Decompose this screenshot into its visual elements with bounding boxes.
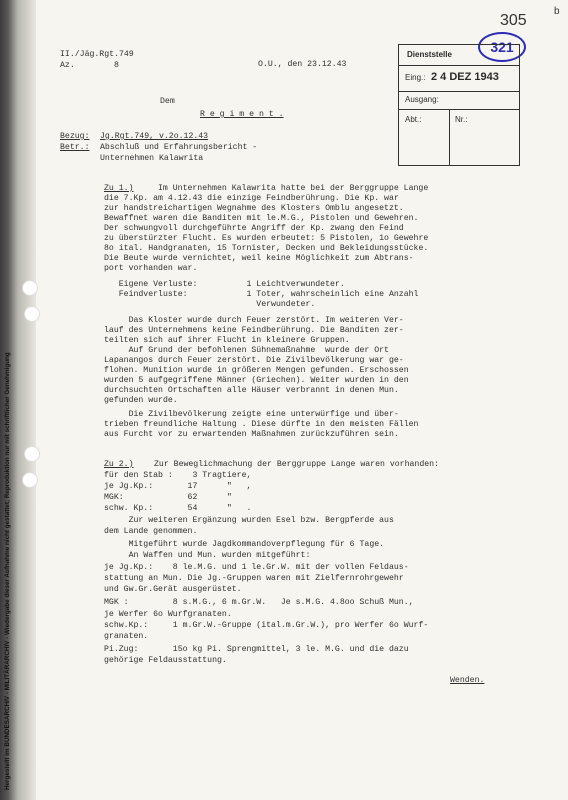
losses-own: Eigene Verluste: 1 Leichtverwundeter. bbox=[104, 280, 345, 289]
corner-mark: b bbox=[554, 6, 560, 17]
section1-line: flohen. Munition wurde in größeren Mengen gefunden. Erschossen bbox=[104, 366, 409, 375]
section1-line: Der schwungvoll durchgeführte Angriff der Kp. zwang den Feind bbox=[104, 224, 404, 233]
section2-label: Zu 2.) bbox=[104, 460, 134, 469]
section2-line: granaten. bbox=[104, 632, 149, 641]
section2-line: je Werfer 6o Wurfgranaten. bbox=[104, 610, 232, 619]
section2-line: Zur weiteren Ergänzung wurden Esel bzw. Bergpferde aus bbox=[104, 516, 394, 525]
section1-line: Das Kloster wurde durch Feuer zerstört. Im weiteren Ver- bbox=[104, 316, 404, 325]
stamp-nr-label: Nr.: bbox=[455, 115, 468, 124]
betr-label: Betr.: bbox=[60, 143, 90, 152]
archive-notice: Hergestellt im BUNDESARCHIV - MILITÄRARCHIV - Wiedergabe dieser Aufnahme nicht gestattet; Reproduktion nur mit schriftlicher Genehmigung bbox=[4, 352, 11, 790]
section1-line: die 7.Kp. am 4.12.43 die einzige Feindberührung. Die Kp. war bbox=[104, 194, 399, 203]
punch-hole bbox=[24, 306, 40, 322]
section2-row: MGK: 62 " bbox=[104, 493, 232, 502]
section2-line: gehörige Feldausstattung. bbox=[104, 656, 227, 665]
section2-intro: Zur Beweglichmachung der Berggruppe Lange waren vorhanden: bbox=[154, 460, 439, 469]
stamp-received-label: Eing.: bbox=[405, 73, 426, 82]
section1-line: 8o ital. Handgranaten, 15 Tornister, Decken und Bekleidungsstücke. bbox=[104, 244, 429, 253]
section2-row: schw. Kp.: 54 " . bbox=[104, 504, 252, 513]
section1-line: Die Beute wurde vernichtet, weil keine Möglichkeit zum Abtrans- bbox=[104, 254, 414, 263]
punch-hole bbox=[22, 472, 38, 488]
section2-line: stattung an Mun. Die Jg.-Gruppen waren mit Zielfernrohrgewehr bbox=[104, 574, 404, 583]
addressee-dem: Dem bbox=[160, 97, 175, 106]
section1-line: Bewaffnet waren die Banditen mit le.M.G., Pistolen und Gewehren. bbox=[104, 214, 419, 223]
section2-line: schw.Kp.: 1 m.Gr.W.-Gruppe (ital.m.Gr.W.), pro Werfer 6o Wurf- bbox=[104, 621, 429, 630]
betr-line-1: Abschluß und Erfahrungsbericht - bbox=[100, 143, 258, 152]
section2-line: und Gw.Gr.Gerät ausgerüstet. bbox=[104, 585, 242, 594]
section1-line: trieben freundliche Haltung . Diese dürfte in den meisten Fällen bbox=[104, 420, 419, 429]
signature-wenden: Wenden. bbox=[450, 676, 485, 685]
section1-line: Lapanangos durch Feuer zerstört. Die Zivilbevölkerung war ge- bbox=[104, 356, 404, 365]
section2-line: dem Lande genommen. bbox=[104, 527, 198, 536]
header-unit: II./Jäg.Rgt.749 bbox=[60, 50, 134, 59]
section1-line: gefunden wurde. bbox=[104, 396, 178, 405]
stamp-ausgang-label: Ausgang: bbox=[405, 95, 439, 104]
section1-label: Zu 1.) bbox=[104, 184, 134, 193]
section1-line: Auf Grund der befohlenen Sühnemaßnahme wurde der Ort bbox=[104, 346, 389, 355]
section1-line: Im Unternehmen Kalawrita hatte bei der Berggruppe Lange bbox=[158, 184, 429, 193]
bezug-text: Jg.Rgt.749, v.2o.12.43 bbox=[100, 132, 209, 141]
punch-hole bbox=[24, 446, 40, 462]
betr-line-2: Unternehmen Kalawrita bbox=[100, 154, 204, 163]
section1-line: aus Furcht vor zu erwartenden Maßnahmen zurückzuführen sein. bbox=[104, 430, 399, 439]
section1-line: zu überstürzter Flucht. Es wurden erbeutet: 5 Pistolen, 1o Gewehre bbox=[104, 234, 429, 243]
stamp-received-date: 2 4 DEZ 1943 bbox=[431, 71, 499, 83]
circled-number: 321 bbox=[478, 32, 526, 62]
header-az: Az. 8 bbox=[60, 61, 119, 70]
page-number: 305 bbox=[500, 12, 527, 29]
header-place-date: O.U., den 23.12.43 bbox=[258, 60, 347, 69]
punch-hole bbox=[22, 280, 38, 296]
section1-line: Die Zivilbevölkerung zeigte eine unterwürfige und über- bbox=[104, 410, 399, 419]
section2-line: Pi.Zug: 15o kg Pi. Sprengmittel, 3 le. M.G. und die dazu bbox=[104, 645, 409, 654]
losses-enemy-cont: Verwundeter. bbox=[104, 300, 316, 309]
section1-line: teilten sich auf ihrer Flucht in kleinere Gruppen. bbox=[104, 336, 350, 345]
section2-row: für den Stab : 3 Tragtiere, bbox=[104, 471, 252, 480]
section1-line: durchsuchten Ortschaften alle Häuser verbrannt in denen Mun. bbox=[104, 386, 399, 395]
section2-row: je Jg.Kp.: 17 " , bbox=[104, 482, 252, 491]
losses-enemy: Feindverluste: 1 Toter, wahrscheinlich eine Anzahl bbox=[104, 290, 419, 299]
section1-line: port vorhanden war. bbox=[104, 264, 198, 273]
stamp-title: Dienststelle bbox=[407, 50, 452, 59]
received-stamp bbox=[398, 44, 520, 166]
addressee-regiment: R e g i m e n t . bbox=[200, 110, 284, 119]
bezug-label: Bezug: bbox=[60, 132, 90, 141]
section2-line: MGK : 8 s.M.G., 6 m.Gr.W. Je s.M.G. 4.8oo Schuß Mun., bbox=[104, 598, 414, 607]
section2-line: Mitgeführt wurde Jagdkommandoverpflegung für 6 Tage. bbox=[104, 540, 385, 549]
section2-line: An Waffen und Mun. wurden mitgeführt: bbox=[104, 551, 311, 560]
section1-line: zur handstreichartigen Wegnahme des Klosters Omblu angesetzt. bbox=[104, 204, 404, 213]
section1-line: wurden 5 aufgegriffene Männer (Griechen). Weiter wurden in den bbox=[104, 376, 409, 385]
section2-line: je Jg.Kp.: 8 le.M.G. und 1 le.Gr.W. mit der vollen Feldaus- bbox=[104, 563, 409, 572]
section1-line: lauf des Unternehmens keine Feindberührung. Die Banditen zer- bbox=[104, 326, 404, 335]
stamp-abt-label: Abt.: bbox=[405, 115, 422, 124]
